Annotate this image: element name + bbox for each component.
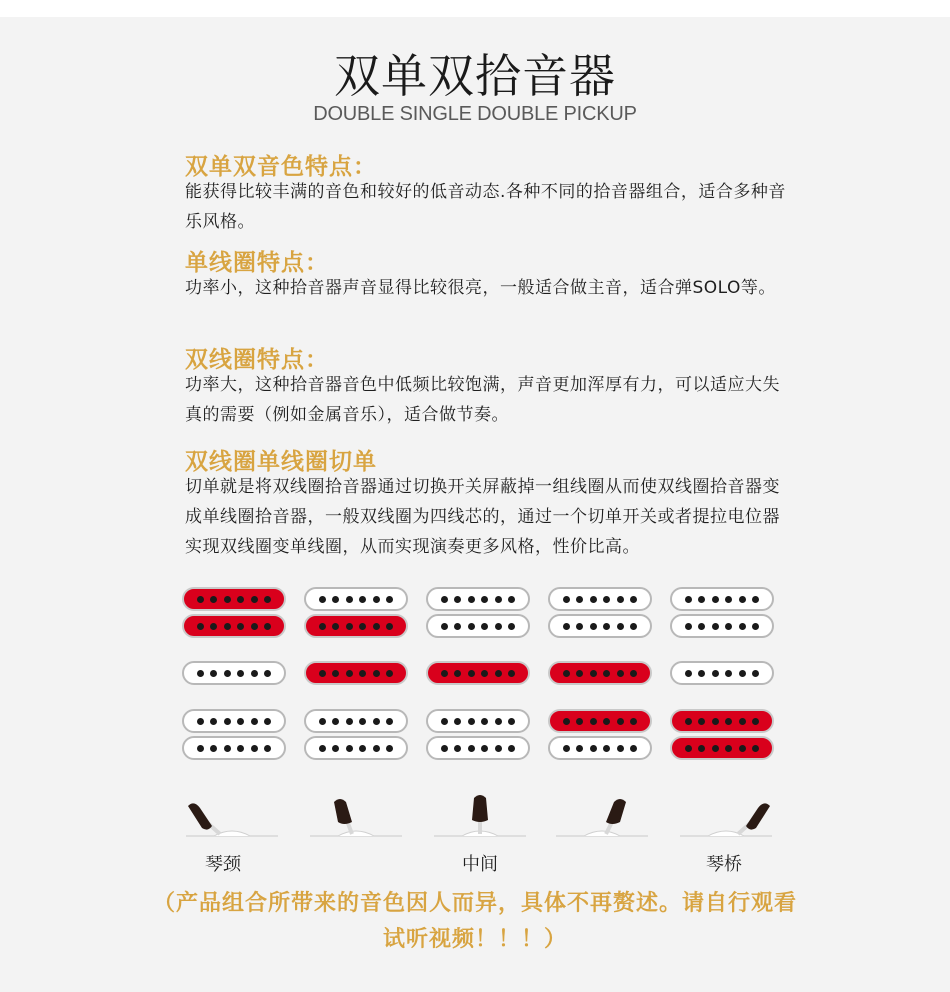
pole-piece — [454, 623, 461, 630]
pole-piece — [332, 718, 339, 725]
pole-piece — [373, 745, 380, 752]
page-title: 双单双拾音器 — [334, 49, 616, 103]
switch-label-middle: 中间 — [462, 854, 498, 875]
pole-piece — [386, 745, 393, 752]
pole-piece — [224, 623, 231, 630]
pole-piece — [630, 745, 637, 752]
pole-piece — [508, 745, 515, 752]
note-line-2: 试听视频！！！） — [382, 927, 567, 952]
pickup-middle — [182, 661, 286, 685]
pole-piece — [359, 623, 366, 630]
switch-neck-icon — [186, 794, 278, 850]
pole-piece — [237, 623, 244, 630]
section-body-single-coil: 功率小，这种拾音器声音显得比较很亮，一般适合做主音，适合弹SOLO等。 — [185, 278, 776, 298]
pole-piece — [563, 623, 570, 630]
pickup-neck-bottom — [670, 614, 774, 638]
pole-piece — [576, 718, 583, 725]
pickup-middle — [670, 661, 774, 685]
pole-piece — [739, 670, 746, 677]
section-heading-tone: 双单双音色特点： — [185, 154, 377, 180]
pole-piece — [210, 745, 217, 752]
pole-piece — [563, 670, 570, 677]
pole-piece — [210, 670, 217, 677]
pole-piece — [224, 596, 231, 603]
pole-piece — [563, 596, 570, 603]
pole-piece — [237, 670, 244, 677]
note-line-1: （产品组合所带来的音色因人而异，具体不再赘述。请自行观看 — [152, 891, 797, 916]
pole-piece — [630, 670, 637, 677]
pole-piece — [739, 745, 746, 752]
pole-piece — [630, 718, 637, 725]
pole-piece — [508, 623, 515, 630]
pole-piece — [346, 596, 353, 603]
pole-piece — [197, 718, 204, 725]
pole-piece — [698, 670, 705, 677]
pole-piece — [319, 670, 326, 677]
pickup-bridge-bottom — [304, 736, 408, 760]
pole-piece — [468, 623, 475, 630]
switch-neck-middle-icon — [310, 794, 402, 850]
pole-piece — [685, 745, 692, 752]
pole-piece — [685, 670, 692, 677]
pole-piece — [725, 745, 732, 752]
switch-middle-bridge-icon — [556, 794, 648, 850]
pole-piece — [712, 623, 719, 630]
pole-piece — [508, 670, 515, 677]
section-body-humbucker: 功率大，这种拾音器音色中低频比较饱满，声音更加浑厚有力，可以适应大失真的需要（例如金属音乐），适合做节奏。 — [185, 375, 780, 425]
pole-piece — [495, 596, 502, 603]
switch-label-neck: 琴颈 — [205, 854, 241, 875]
pole-piece — [630, 596, 637, 603]
pole-piece — [332, 670, 339, 677]
pole-piece — [590, 623, 597, 630]
pole-piece — [319, 718, 326, 725]
pickup-middle — [426, 661, 530, 685]
pole-piece — [739, 623, 746, 630]
pole-piece — [251, 718, 258, 725]
pole-piece — [752, 596, 759, 603]
pole-piece — [495, 670, 502, 677]
pole-piece — [698, 596, 705, 603]
pole-piece — [454, 596, 461, 603]
pole-piece — [441, 718, 448, 725]
pole-piece — [319, 745, 326, 752]
pickup-bridge-bottom — [426, 736, 530, 760]
pole-piece — [752, 670, 759, 677]
section-body-coil-split: 切单就是将双线圈拾音器通过切换开关屏蔽掉一组线圈从而使双线圈拾音器变成单线圈拾音器，一般双线圈为四线芯的，通过一个切单开关或者提拉电位器实现双线圈变单线圈，从而实现演奏更多风格，性价比高。 — [185, 477, 780, 557]
pole-piece — [359, 745, 366, 752]
pole-piece — [346, 745, 353, 752]
pickup-neck-top — [304, 587, 408, 611]
pole-piece — [481, 670, 488, 677]
pole-piece — [617, 670, 624, 677]
pole-piece — [441, 670, 448, 677]
pole-piece — [210, 718, 217, 725]
pickup-neck-top — [548, 587, 652, 611]
pole-piece — [712, 596, 719, 603]
pole-piece — [508, 718, 515, 725]
pickup-neck-bottom — [304, 614, 408, 638]
pole-piece — [319, 596, 326, 603]
pole-piece — [346, 670, 353, 677]
pole-piece — [481, 718, 488, 725]
pole-piece — [332, 596, 339, 603]
pole-piece — [752, 718, 759, 725]
pole-piece — [739, 596, 746, 603]
pickup-neck-top — [182, 587, 286, 611]
pole-piece — [251, 745, 258, 752]
switch-label-bridge: 琴桥 — [706, 854, 742, 875]
pole-piece — [603, 596, 610, 603]
pole-piece — [603, 745, 610, 752]
pole-piece — [210, 596, 217, 603]
pole-piece — [617, 596, 624, 603]
pole-piece — [712, 718, 719, 725]
pole-piece — [224, 670, 231, 677]
switch-bridge-icon — [680, 794, 772, 850]
pole-piece — [346, 623, 353, 630]
pole-piece — [197, 670, 204, 677]
pole-piece — [563, 718, 570, 725]
pole-piece — [590, 745, 597, 752]
pole-piece — [332, 623, 339, 630]
pole-piece — [224, 745, 231, 752]
pole-piece — [725, 718, 732, 725]
pole-piece — [441, 596, 448, 603]
pole-piece — [251, 623, 258, 630]
pole-piece — [386, 670, 393, 677]
pickup-neck-bottom — [182, 614, 286, 638]
pole-piece — [698, 745, 705, 752]
pickup-neck-bottom — [548, 614, 652, 638]
section-heading-single-coil: 单线圈特点： — [185, 250, 329, 276]
pole-piece — [454, 745, 461, 752]
pole-piece — [373, 718, 380, 725]
switch-middle-icon — [434, 794, 526, 850]
pole-piece — [481, 596, 488, 603]
section-body-tone: 能获得比较丰满的音色和较好的低音动态.各种不同的拾音器组合，适合多种音乐风格。 — [185, 182, 786, 232]
page-subtitle: DOUBLE SINGLE DOUBLE PICKUP — [313, 103, 637, 125]
pole-piece — [468, 718, 475, 725]
pole-piece — [264, 596, 271, 603]
pole-piece — [373, 623, 380, 630]
pole-piece — [441, 745, 448, 752]
pickup-neck-bottom — [426, 614, 530, 638]
pole-piece — [603, 718, 610, 725]
pole-piece — [454, 670, 461, 677]
pole-piece — [617, 623, 624, 630]
pickup-middle — [548, 661, 652, 685]
pole-piece — [685, 718, 692, 725]
pole-piece — [359, 718, 366, 725]
pole-piece — [576, 670, 583, 677]
pole-piece — [386, 623, 393, 630]
pickup-middle — [304, 661, 408, 685]
pole-piece — [468, 745, 475, 752]
pole-piece — [454, 718, 461, 725]
pole-piece — [468, 670, 475, 677]
pole-piece — [495, 623, 502, 630]
pole-piece — [495, 718, 502, 725]
pole-piece — [237, 596, 244, 603]
pole-piece — [617, 745, 624, 752]
pole-piece — [725, 596, 732, 603]
pole-piece — [617, 718, 624, 725]
pole-piece — [251, 670, 258, 677]
pickup-bridge-top — [670, 709, 774, 733]
pole-piece — [481, 623, 488, 630]
pole-piece — [224, 718, 231, 725]
pole-piece — [441, 623, 448, 630]
pole-piece — [752, 623, 759, 630]
pole-piece — [590, 670, 597, 677]
pole-piece — [630, 623, 637, 630]
pole-piece — [495, 745, 502, 752]
pole-piece — [739, 718, 746, 725]
pole-piece — [590, 596, 597, 603]
pole-piece — [685, 596, 692, 603]
pickup-neck-top — [426, 587, 530, 611]
pole-piece — [603, 623, 610, 630]
pole-piece — [197, 623, 204, 630]
pole-piece — [237, 745, 244, 752]
pole-piece — [576, 623, 583, 630]
pole-piece — [237, 718, 244, 725]
pole-piece — [468, 596, 475, 603]
pole-piece — [264, 670, 271, 677]
pole-piece — [752, 745, 759, 752]
pole-piece — [373, 596, 380, 603]
pole-piece — [264, 745, 271, 752]
pole-piece — [264, 623, 271, 630]
pole-piece — [386, 718, 393, 725]
pole-piece — [712, 745, 719, 752]
pickup-bridge-top — [426, 709, 530, 733]
pickup-bridge-bottom — [548, 736, 652, 760]
pole-piece — [251, 596, 258, 603]
pole-piece — [264, 718, 271, 725]
pole-piece — [319, 623, 326, 630]
pickup-bridge-bottom — [670, 736, 774, 760]
pickup-bridge-bottom — [182, 736, 286, 760]
pickup-neck-top — [670, 587, 774, 611]
pole-piece — [563, 745, 570, 752]
pole-piece — [359, 670, 366, 677]
pole-piece — [576, 745, 583, 752]
pole-piece — [359, 596, 366, 603]
pole-piece — [210, 623, 217, 630]
pole-piece — [508, 596, 515, 603]
pole-piece — [386, 596, 393, 603]
pickup-bridge-top — [182, 709, 286, 733]
pole-piece — [725, 670, 732, 677]
pole-piece — [685, 623, 692, 630]
pole-piece — [346, 718, 353, 725]
pole-piece — [698, 623, 705, 630]
section-heading-humbucker: 双线圈特点： — [185, 347, 329, 373]
pole-piece — [576, 596, 583, 603]
pole-piece — [725, 623, 732, 630]
pole-piece — [590, 718, 597, 725]
pole-piece — [712, 670, 719, 677]
pickup-bridge-top — [304, 709, 408, 733]
pole-piece — [373, 670, 380, 677]
pole-piece — [332, 745, 339, 752]
pole-piece — [481, 745, 488, 752]
pole-piece — [197, 745, 204, 752]
section-heading-coil-split: 双线圈单线圈切单 — [185, 449, 377, 475]
pole-piece — [197, 596, 204, 603]
pole-piece — [698, 718, 705, 725]
pickup-bridge-top — [548, 709, 652, 733]
pole-piece — [603, 670, 610, 677]
